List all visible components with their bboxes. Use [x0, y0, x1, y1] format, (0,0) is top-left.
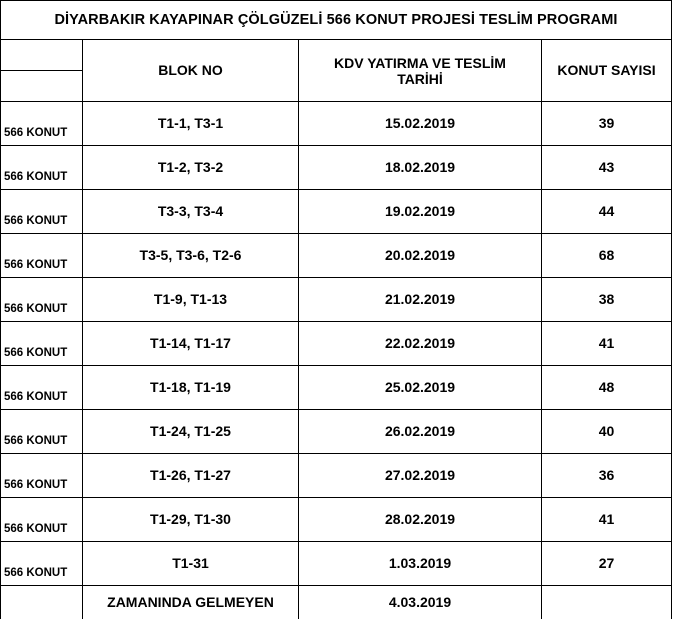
tarih-cell: 28.02.2019: [299, 498, 542, 542]
header-tarih-line1: KDV YATIRMA VE TESLİM: [334, 55, 506, 71]
header-konut-sayisi: KONUT SAYISI: [542, 40, 672, 102]
table-row: [1, 542, 672, 586]
konut-sayisi-cell: 44: [542, 190, 672, 234]
table-row: [1, 454, 672, 498]
row-label: 566 KONUT: [1, 234, 83, 278]
row-label: 566 KONUT: [1, 454, 83, 498]
table-row: [1, 498, 672, 542]
row-label: 566 KONUT: [1, 542, 83, 586]
table-row: [1, 234, 672, 278]
table-row: [1, 278, 672, 322]
table-row: [1, 146, 672, 190]
header-tarih-line2: TARİHİ: [397, 71, 443, 87]
blok-no-cell: T1-24, T1-25: [83, 410, 299, 454]
tarih-cell: 15.02.2019: [299, 102, 542, 146]
table-row: [1, 410, 672, 454]
tarih-cell: 21.02.2019: [299, 278, 542, 322]
table-row: [1, 322, 672, 366]
row-label: 566 KONUT: [1, 410, 83, 454]
row-label: 566 KONUT: [1, 278, 83, 322]
tarih-cell: 26.02.2019: [299, 410, 542, 454]
blok-no-cell: T3-5, T3-6, T2-6: [83, 234, 299, 278]
konut-sayisi-cell: 43: [542, 146, 672, 190]
tarih-cell: 27.02.2019: [299, 454, 542, 498]
header-tarih: [299, 40, 542, 102]
title-row: [1, 1, 672, 40]
konut-sayisi-cell: 40: [542, 410, 672, 454]
tarih-cell: 19.02.2019: [299, 190, 542, 234]
row-label: 566 KONUT: [1, 366, 83, 410]
konut-sayisi-cell: 39: [542, 102, 672, 146]
row-label: 566 KONUT: [1, 322, 83, 366]
header-blank-bottom: [1, 71, 83, 102]
tarih-cell: 20.02.2019: [299, 234, 542, 278]
blok-no-cell: T1-18, T1-19: [83, 366, 299, 410]
row-label: 566 KONUT: [1, 190, 83, 234]
konut-sayisi-cell: 68: [542, 234, 672, 278]
row-label: 566 KONUT: [1, 102, 83, 146]
konut-sayisi-cell: 27: [542, 542, 672, 586]
tarih-cell: 25.02.2019: [299, 366, 542, 410]
table-title: DİYARBAKIR KAYAPINAR ÇÖLGÜZELİ 566 KONUT PROJESİ TESLİM PROGRAMI: [1, 1, 672, 40]
konut-sayisi-cell: 48: [542, 366, 672, 410]
tarih-cell: 18.02.2019: [299, 146, 542, 190]
konut-sayisi-cell: 41: [542, 498, 672, 542]
tarih-cell: 22.02.2019: [299, 322, 542, 366]
table-row: [1, 102, 672, 146]
blok-no-cell: T1-9, T1-13: [83, 278, 299, 322]
blok-no-cell: T1-2, T3-2: [83, 146, 299, 190]
tarih-cell: 1.03.2019: [299, 542, 542, 586]
blok-no-cell: T1-31: [83, 542, 299, 586]
header-row: [1, 40, 672, 71]
konut-sayisi-cell: 38: [542, 278, 672, 322]
konut-sayisi-cell: 36: [542, 454, 672, 498]
row-label: 566 KONUT: [1, 498, 83, 542]
blok-no-cell: T1-14, T1-17: [83, 322, 299, 366]
header-blank-top: [1, 40, 83, 71]
header-blok-no: BLOK NO: [83, 40, 299, 102]
footer-tarih-cell: 4.03.2019: [299, 586, 542, 619]
konut-sayisi-cell: 41: [542, 322, 672, 366]
row-label: 566 KONUT: [1, 146, 83, 190]
blok-no-cell: T1-1, T3-1: [83, 102, 299, 146]
table-row: [1, 366, 672, 410]
blok-no-cell: T3-3, T3-4: [83, 190, 299, 234]
blok-no-cell: T1-26, T1-27: [83, 454, 299, 498]
blok-no-cell: T1-29, T1-30: [83, 498, 299, 542]
footer-blok-cell: ZAMANINDA GELMEYEN: [83, 586, 299, 619]
table-row: [1, 190, 672, 234]
